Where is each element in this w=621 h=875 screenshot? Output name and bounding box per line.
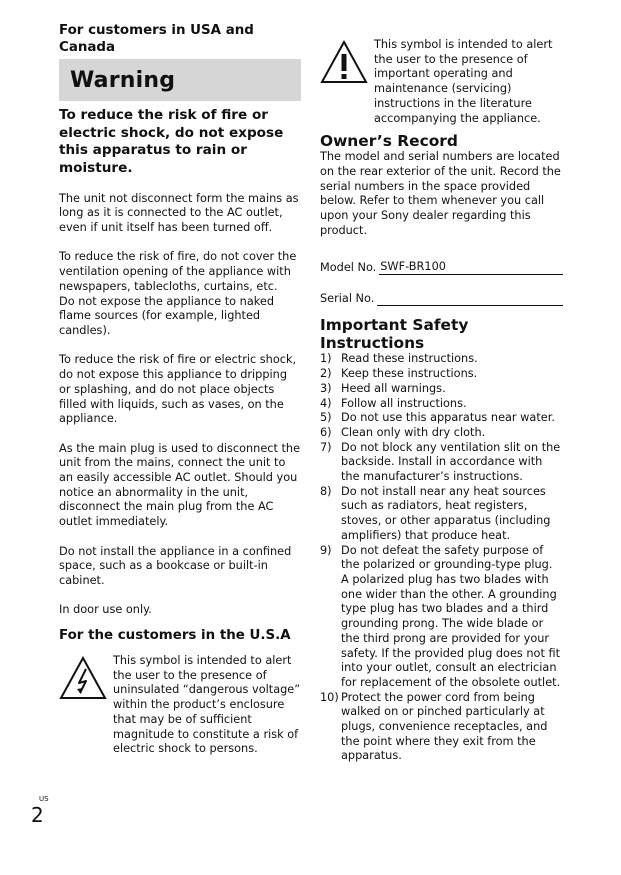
warning-title: Warning — [70, 67, 176, 93]
left-column — [59, 22, 301, 757]
lightning-warning-icon — [59, 656, 107, 700]
list-item: 4) Follow all instructions. — [320, 396, 467, 410]
paragraph: To reduce the risk of fire or electric shock, do not expose this appliance to dripping or splashing, and do not place objects filled with liquids, such as vases, on the appliance. — [59, 353, 297, 426]
owners-record-text: The model and serial numbers are located on the rear exterior of the unit. Record the serial numbers in the space provided below. Refer to them whenever you call upon your Sony dealer regarding this product. — [320, 150, 561, 237]
list-item: 5) Do not use this apparatus near water. — [320, 411, 555, 425]
exclamation-symbol-text: This symbol is intended to alert the user to the presence of important operating and maintenance (servicing) instructions in the literature accompanying the appliance. — [374, 38, 553, 125]
lightning-symbol-block — [59, 654, 301, 757]
list-item: 8) Do not install near any heat sources such as radiators, heat registers, stoves, or other apparatus (including amplifiers) that produce heat. — [320, 484, 551, 542]
exclamation-symbol-block — [320, 38, 563, 126]
list-item: 3) Heed all warnings. — [320, 381, 446, 395]
serial-number-field — [320, 291, 563, 306]
right-column — [320, 38, 563, 764]
paragraph: As the main plug is used to disconnect the unit from the mains, connect the unit to an easily accessible AC outlet. Should you notice an abnormality in the unit, disconnect the main plug from the AC outlet immediately. — [59, 441, 301, 529]
paragraph: The unit not disconnect form the mains as long as it is connected to the AC outlet, even if unit itself has been turned off. — [59, 191, 299, 235]
region-header: For customers in USA and Canada — [59, 23, 254, 55]
list-item: 7) Do not block any ventilation slit on the backside. Install in accordance with the manufacturer’s instructions. — [320, 440, 561, 484]
list-item: 6) Clean only with dry cloth. — [320, 425, 486, 439]
paragraph: Do not install the appliance in a confined space, such as a bookcase or built-in cabinet. — [59, 544, 292, 587]
list-item: 10) Protect the power cord from being walked on or pinched particularly at plugs, convenience receptacles, and the point where they exit from the apparatus. — [320, 690, 548, 763]
exclamation-warning-icon — [320, 40, 368, 84]
warning-box — [59, 59, 301, 101]
serial-number-label: Serial No. — [320, 291, 375, 305]
list-item: 9) Do not defeat the safety purpose of the polarized or grounding-type plug. A polarized plug has two blades with one wider than the other. A grounding type plug has two blades and a third grounding prong. The wide blade or the third prong are provided for your safety. If the provided plug does not fit into your outlet, consult an electrician for replacement of the obsolete outlet. — [320, 543, 561, 689]
model-number-field — [320, 260, 563, 275]
paragraph: In door use only. — [59, 603, 152, 617]
owners-record-title: Owner’s Record — [320, 132, 458, 151]
paragraph: To reduce the risk of fire, do not cover the ventilation opening of the appliance with newspapers, tablecloths, curtains, etc. — [59, 250, 297, 293]
serial-number-value[interactable] — [377, 291, 563, 306]
list-item: 2) Keep these instructions. — [320, 367, 478, 381]
region-code: US — [39, 795, 49, 803]
warning-text: To reduce the risk of fire or electric shock, do not expose this apparatus to rain or moisture. — [59, 107, 284, 176]
usa-header: For the customers in the U.S.A — [59, 628, 291, 643]
model-number-value[interactable]: SWF-BR100 — [379, 260, 563, 275]
paragraph: Do not expose the appliance to naked flame sources (for example, lighted candles). — [59, 294, 275, 337]
list-item: 1) Read these instructions. — [320, 352, 478, 366]
page-number-value: 2 — [31, 803, 44, 827]
safety-instructions-title: Important Safety Instructions — [320, 316, 469, 353]
lightning-symbol-text: This symbol is intended to alert the user to the presence of uninsulated “dangerous voltage” within the product’s enclosure that may be of sufficient magnitude to constitute a risk of electric shock to persons. — [113, 654, 301, 756]
safety-instructions-list — [320, 352, 563, 764]
model-number-label: Model No. — [320, 260, 377, 274]
